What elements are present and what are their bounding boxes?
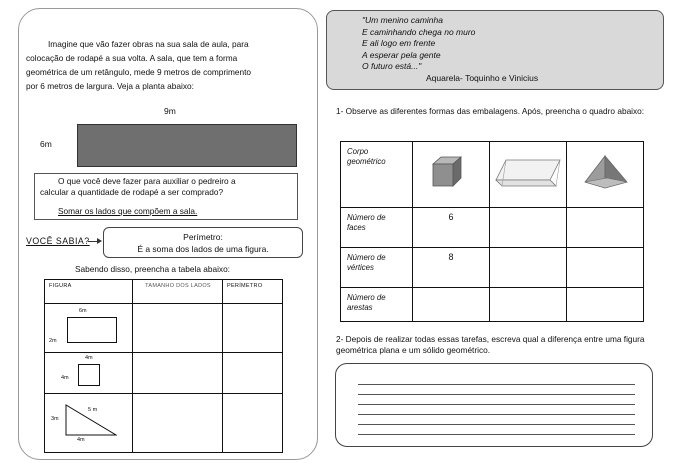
rectangle-6x2-shape (67, 317, 117, 343)
lados-input-cell[interactable] (133, 353, 223, 394)
prism-edges-input[interactable] (490, 288, 567, 322)
row-label: Número de faces (341, 208, 413, 248)
question-text: O que você deve fazer para auxiliar o pedreiro a calcular a quantidade de rodapé a ser comprado? (40, 176, 236, 197)
perimetro-input-cell[interactable] (223, 353, 283, 394)
prism-cell (490, 142, 567, 208)
answer-line[interactable] (358, 414, 635, 415)
answer-line[interactable] (358, 384, 635, 385)
figure-cell: 5 m 3m 4m (45, 394, 133, 453)
square-4x4-shape (78, 364, 100, 386)
perimetro-input-cell[interactable] (223, 304, 283, 353)
question-2: 2- Depois de realizar todas essas tarefas, escreva qual a diferença entre uma figura geométrica plana e um sólido geométrico. (336, 334, 645, 355)
row-label: Número de arestas (341, 288, 413, 322)
intro-paragraph: Imagine que vão fazer obras na sua sala de aula, para colocação de rodapé a sua volta. A sala, que tem a forma geométrica de um retângulo, mede 9 metros de comprimento por 6 metros de largura. Veja a planta abaixo: (26, 39, 252, 91)
prism-faces-input[interactable] (490, 208, 567, 248)
cube-cell (413, 142, 490, 208)
answer-line[interactable] (358, 434, 635, 435)
row-label: Número de vértices (341, 248, 413, 288)
arrow-right-icon (88, 241, 98, 242)
pyramid-icon (567, 142, 643, 202)
prism-vertices-input[interactable] (490, 248, 567, 288)
triangular-prism-icon (490, 142, 566, 202)
cube-faces-value[interactable]: 6 (413, 208, 490, 248)
pyramid-faces-input[interactable] (567, 208, 644, 248)
answer-line[interactable] (358, 404, 635, 405)
perimetro-definition: É a soma dos lados de uma figura. (137, 244, 269, 254)
pyramid-vertices-input[interactable] (567, 248, 644, 288)
figure-cell: 4m 4m (45, 353, 133, 394)
perimetro-definition-box (103, 227, 303, 258)
row-label: Corpo geométrico (341, 142, 413, 208)
cube-vertices-value[interactable]: 8 (413, 248, 490, 288)
voce-sabia-label: VOCÊ SABIA? (26, 236, 90, 246)
figure-cell: 6m 2m (45, 304, 133, 353)
poem-text: "Um menino caminha E caminhando chega no muro E ali logo em frente A esperar pela gente O futuro está..." (362, 15, 476, 71)
header-tamanho: TAMANHO DOS LADOS (133, 280, 223, 304)
pyramid-edges-input[interactable] (567, 288, 644, 322)
lados-input-cell[interactable] (133, 394, 223, 453)
answer-text: Somar os lados que compõem a sala. (58, 206, 198, 216)
cube-edges-input[interactable] (413, 288, 490, 322)
lados-input-cell[interactable] (133, 304, 223, 353)
figure-table (44, 279, 283, 453)
answer-line[interactable] (358, 424, 635, 425)
plan-height-label: 6m (40, 139, 52, 149)
header-perimetro: PERÍMETRO (223, 280, 283, 304)
cube-icon (413, 142, 489, 202)
solids-table (340, 141, 644, 322)
classroom-plan-rectangle (77, 124, 297, 167)
plan-width-label: 9m (164, 106, 176, 116)
header-figura: FIGURA (45, 280, 133, 304)
perimetro-input-cell[interactable] (223, 394, 283, 453)
answer-line[interactable] (358, 394, 635, 395)
pyramid-cell (567, 142, 644, 208)
perimetro-title: Perímetro: (183, 232, 223, 242)
table-instruction: Sabendo disso, preencha a tabela abaixo: (75, 264, 230, 274)
poem-author: Aquarela- Toquinho e Vinicius (426, 73, 539, 83)
question-1: 1- Observe as diferentes formas das embalagens. Após, preencha o quadro abaixo: (336, 106, 645, 116)
